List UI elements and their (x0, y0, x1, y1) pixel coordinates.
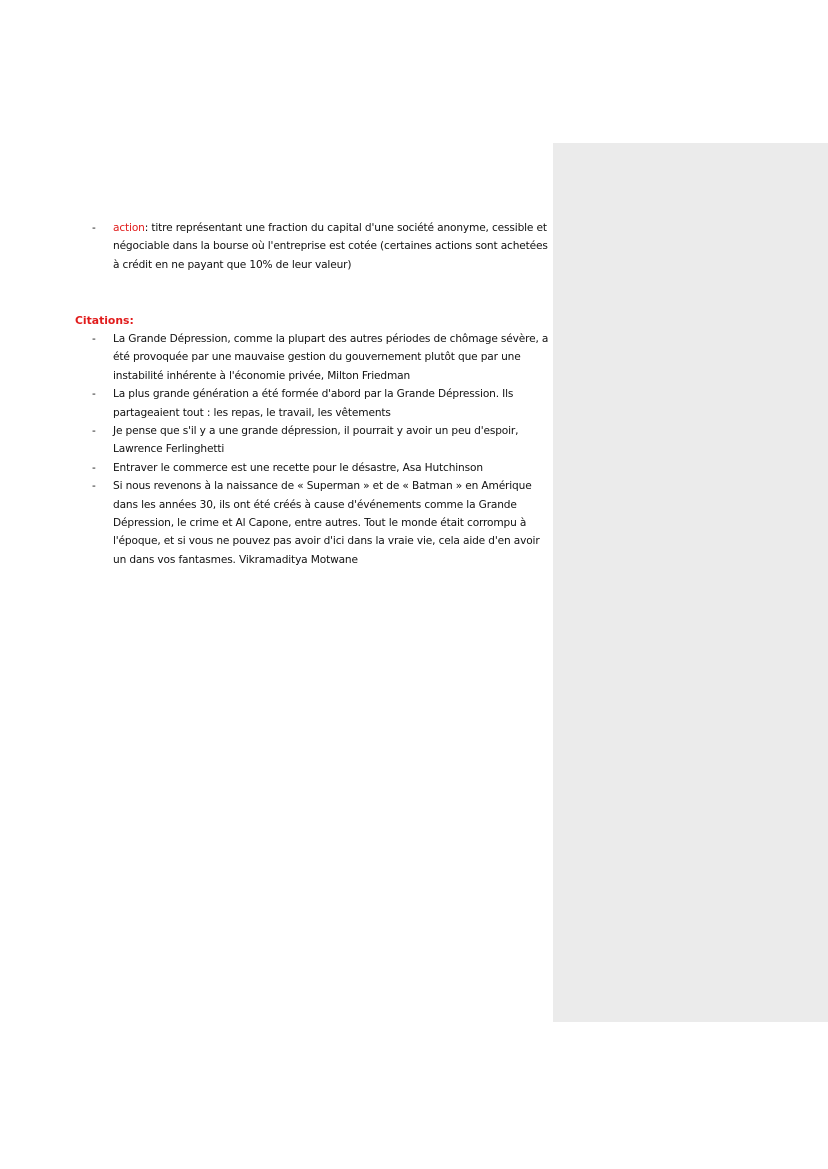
citation-text: Je pense que s'il y a une grande dépression, il pourrait y avoir un peu d'espoir, Lawrence Ferlinghetti (113, 425, 519, 456)
bullet-dash: - (92, 222, 96, 234)
bullet-dash: - (92, 480, 96, 493)
comment-margin-pane (553, 143, 828, 1022)
bullet-dash: - (92, 333, 96, 345)
citation-item (92, 477, 552, 569)
definition-item-action (92, 219, 552, 274)
citations-list (92, 330, 552, 569)
citations-heading: Citations: (75, 314, 134, 327)
citation-item (92, 459, 552, 477)
citation-text: La Grande Dépression, comme la plupart des autres périodes de chômage sévère, a été provoquée par une mauvaise gestion du gouvernement plutôt que par une instabilité inhérente à l'économie privée, Milton Friedman (113, 333, 549, 382)
bullet-dash: - (92, 388, 96, 401)
citation-item (92, 385, 552, 422)
definition-term: action (113, 222, 145, 234)
citation-text: Si nous revenons à la naissance de « Superman » et de « Batman » en Amérique dans les années 30, ils ont été créés à cause d'événements comme la Grande Dépression, le crime et Al Capone, entre autres. Tout le monde était corrompu à l'époque, et si vous ne pouvez pas avoir d'ici dans la vraie vie, cela aide d'en avoir un dans vos fantasmes. Vikramaditya Motwane (113, 480, 540, 566)
definition-list (92, 219, 552, 274)
citation-text: Entraver le commerce est une recette pour le désastre, Asa Hutchinson (113, 461, 483, 474)
bullet-dash: - (92, 425, 96, 438)
bullet-dash: - (92, 461, 96, 474)
citation-text: La plus grande génération a été formée d'abord par la Grande Dépression. Ils partageaient tout : les repas, le travail, les vêtements (113, 388, 514, 419)
citation-item (92, 422, 552, 459)
citation-item (92, 330, 552, 385)
definition-text: : titre représentant une fraction du capital d'une société anonyme, cessible et négociable dans la bourse où l'entreprise est cotée (certaines actions sont achetées à crédit en ne payant que 10% de leur valeur) (113, 222, 548, 271)
